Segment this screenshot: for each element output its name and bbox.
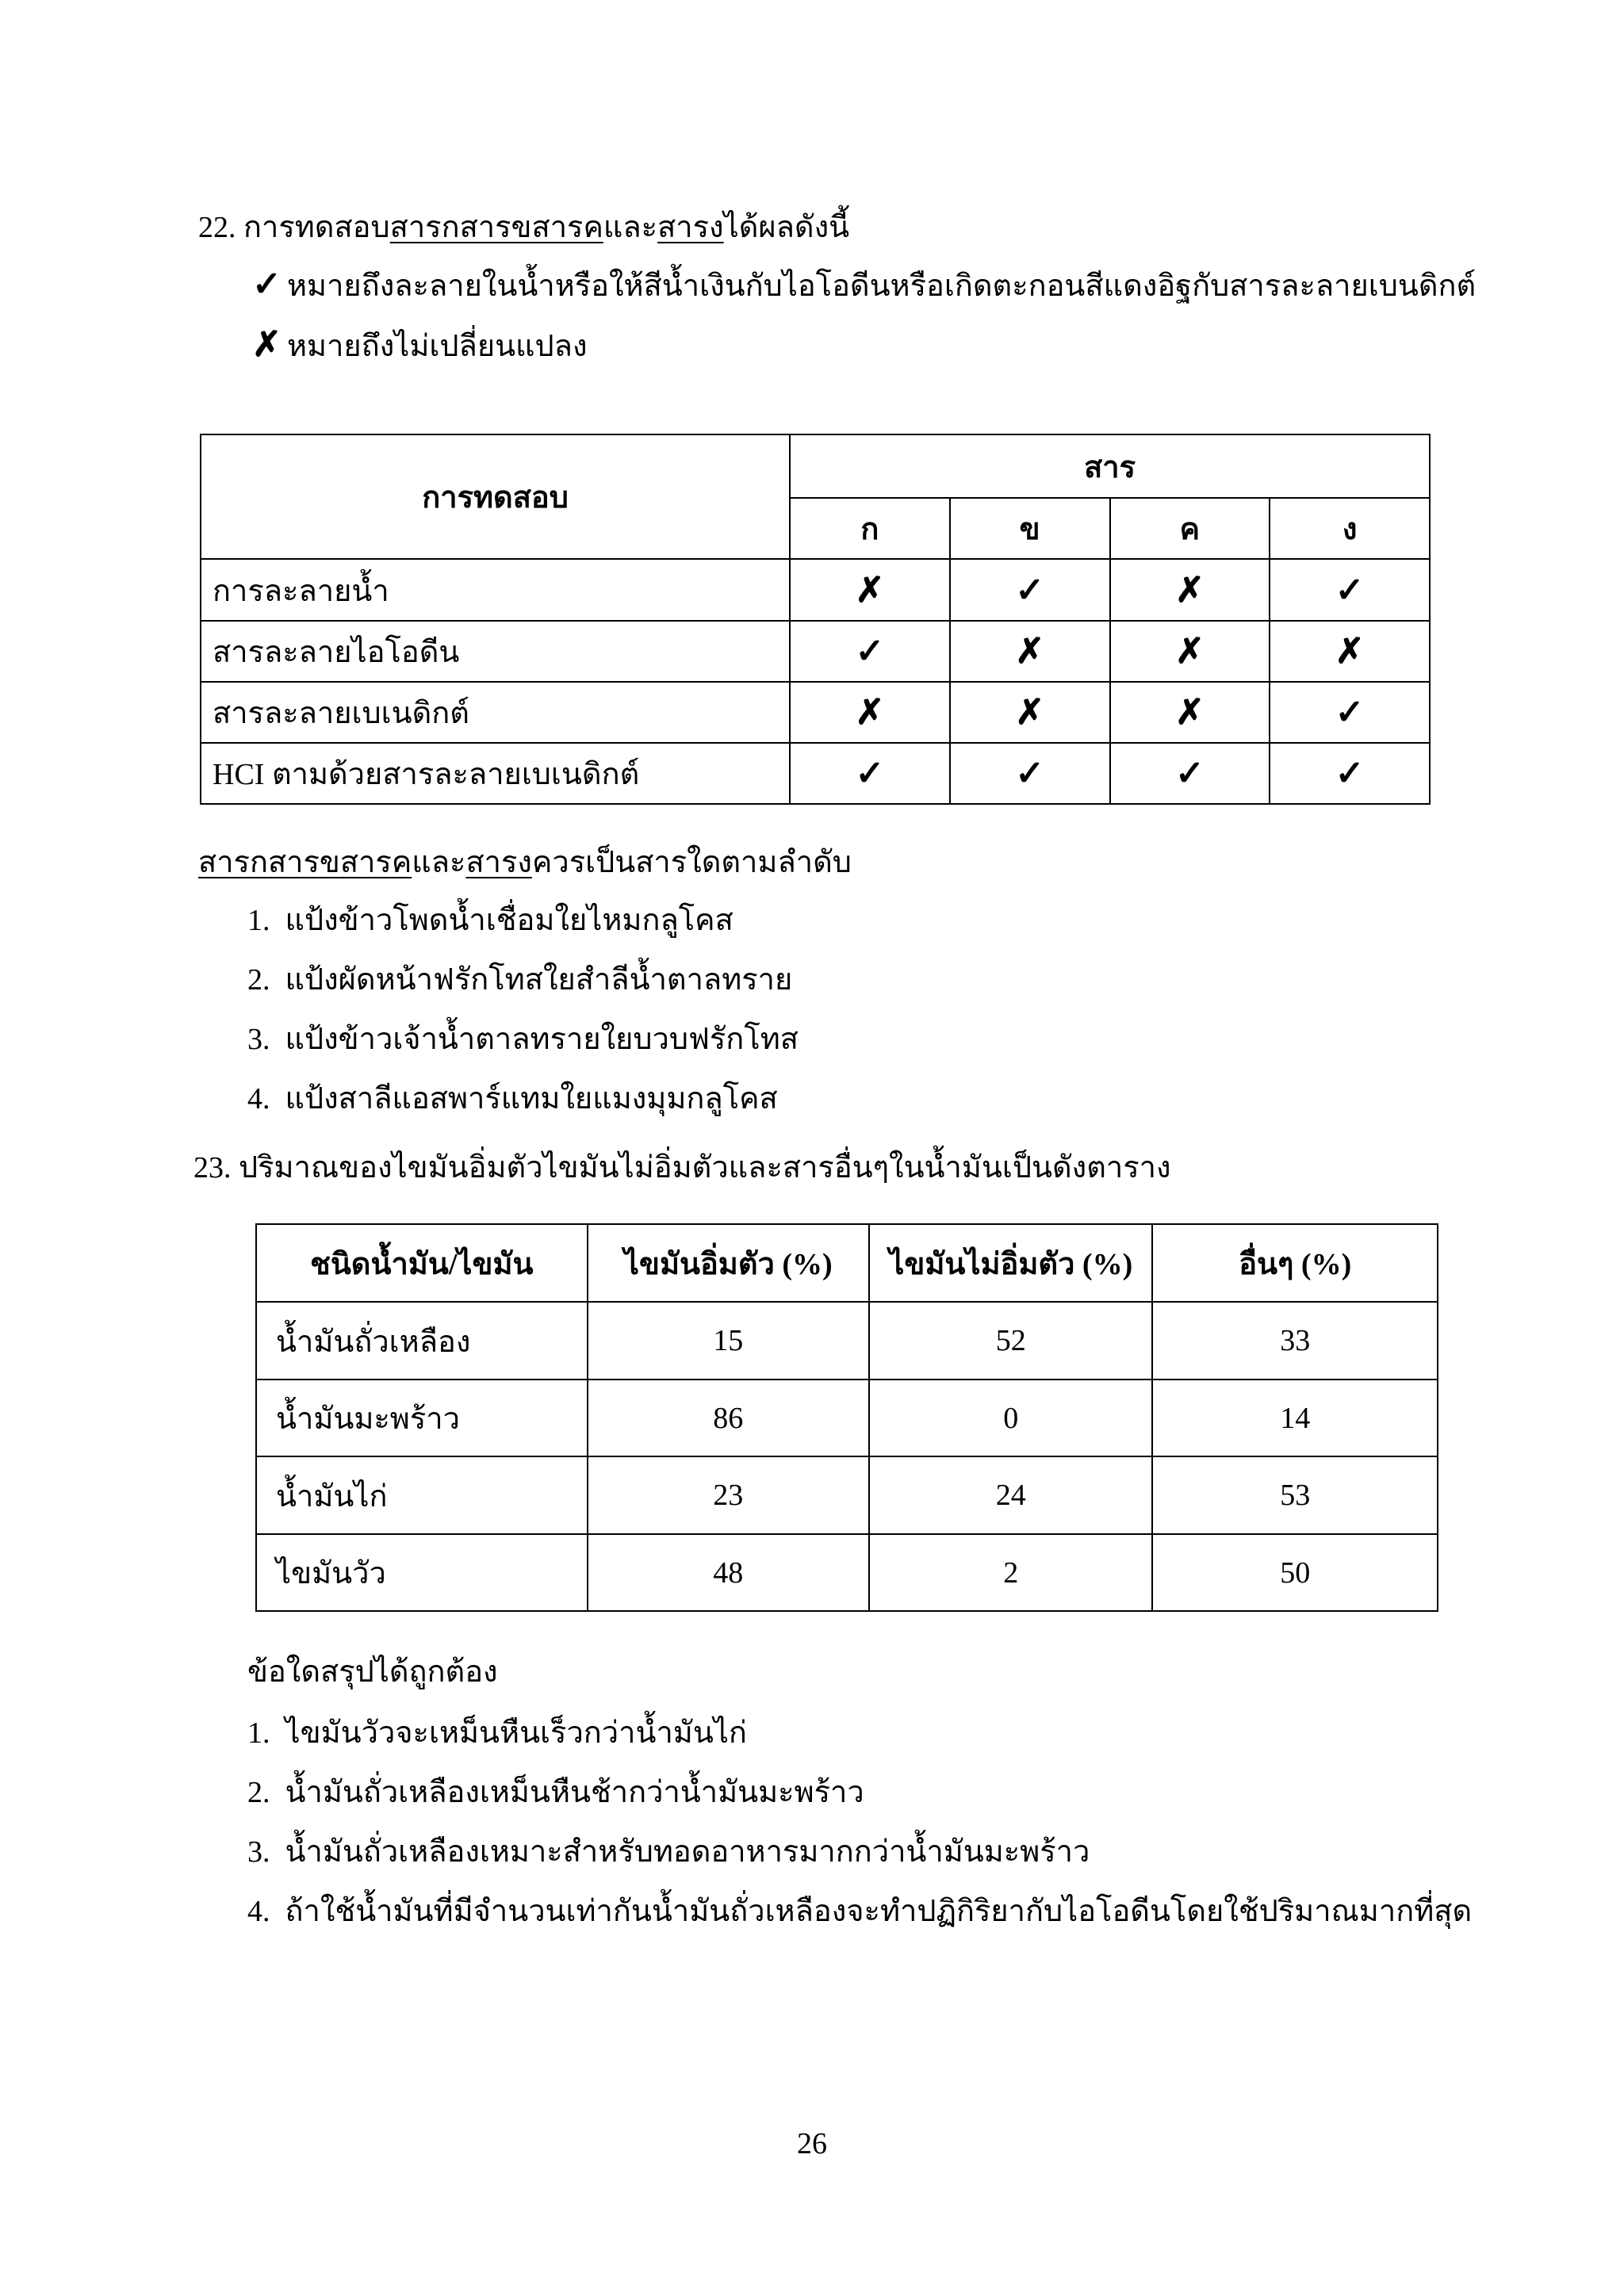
value-cell: 86	[588, 1380, 869, 1456]
value-cell: 23	[588, 1456, 869, 1534]
result-cell: ✓	[1270, 682, 1430, 743]
col-header: ง	[1270, 498, 1430, 559]
table-row	[256, 1456, 1438, 1534]
result-cell: ✓	[950, 743, 1110, 804]
value-cell: 2	[869, 1534, 1152, 1611]
q23-number: 23.	[193, 1151, 232, 1184]
col-header: ข	[950, 498, 1110, 559]
q23-option-1[interactable]: 1. ไขมันวัวจะเหม็นหืนเร็วกว่าน้ำมันไก่	[247, 1716, 747, 1750]
value-cell: 0	[869, 1380, 1152, 1456]
legend-cross: ✗ หมายถึงไม่เปลี่ยนแปลง	[252, 325, 588, 364]
q23-option-2[interactable]: 2. น้ำมันถั่วเหลืองเหม็นหืนช้ากว่าน้ำมันมะพร้าว	[247, 1776, 864, 1809]
row-label: ไขมันวัว	[256, 1534, 588, 1611]
table-row	[256, 1380, 1438, 1456]
q23-question: ข้อใดสรุปได้ถูกต้อง	[247, 1655, 498, 1689]
col-header: ก	[790, 498, 950, 559]
result-cell: ✗	[1110, 559, 1270, 621]
oil-fat-table	[255, 1223, 1438, 1612]
result-cell: ✓	[950, 559, 1110, 621]
q22-option-1[interactable]: 1. แป้งข้าวโพดน้ำเชื่อมใยไหมกลูโคส	[247, 904, 733, 937]
value-cell: 33	[1152, 1302, 1438, 1380]
cross-icon: ✗	[252, 325, 282, 364]
q23-option-3[interactable]: 3. น้ำมันถั่วเหลืองเหมาะสำหรับทอดอาหารมากกว่าน้ำมันมะพร้าว	[247, 1835, 1090, 1869]
table-row	[201, 743, 1430, 804]
result-cell: ✓	[1110, 743, 1270, 804]
header-saturated: ไขมันอิ่มตัว (%)	[588, 1224, 869, 1302]
value-cell: 50	[1152, 1534, 1438, 1611]
result-cell: ✗	[1110, 682, 1270, 743]
table-row	[256, 1302, 1438, 1380]
q22-question: สารกสารขสารคและสารงควรเป็นสารใดตามลำดับ	[198, 846, 852, 879]
legend-check: ✓ หมายถึงละลายในน้ำหรือให้สีน้ำเงินกับไอโอดีนหรือเกิดตะกอนสีแดงอิฐกับสารละลายเบนดิกต์	[252, 265, 1477, 304]
q23-option-4[interactable]: 4. ถ้าใช้น้ำมันที่มีจำนวนเท่ากันน้ำมันถั่วเหลืองจะทำปฏิกิริยากับไอโอดีนโดยใช้ปริมาณมากที่สุด	[247, 1895, 1473, 1928]
value-cell: 53	[1152, 1456, 1438, 1534]
col-header: ค	[1110, 498, 1270, 559]
result-cell: ✗	[950, 621, 1110, 682]
result-cell: ✗	[790, 559, 950, 621]
value-cell: 48	[588, 1534, 869, 1611]
table-row	[201, 682, 1430, 743]
table-row	[201, 621, 1430, 682]
row-label: สารละลายไอโอดีน	[201, 621, 790, 682]
q22-option-3[interactable]: 3. แป้งข้าวเจ้าน้ำตาลทรายใยบวบฟรักโทส	[247, 1023, 799, 1056]
result-cell: ✗	[1110, 621, 1270, 682]
value-cell: 15	[588, 1302, 869, 1380]
result-cell: ✗	[950, 682, 1110, 743]
row-label: น้ำมันมะพร้าว	[256, 1380, 588, 1456]
header-test: การทดสอบ	[201, 434, 790, 559]
row-label: การละลายน้ำ	[201, 559, 790, 621]
result-cell: ✓	[1270, 559, 1430, 621]
page-number: 26	[797, 2127, 827, 2160]
header-oil-type: ชนิดน้ำมัน/ไขมัน	[256, 1224, 588, 1302]
table-row	[201, 559, 1430, 621]
row-label: HCI ตามด้วยสารละลายเบเนดิกต์	[201, 743, 790, 804]
result-cell: ✓	[790, 621, 950, 682]
result-cell: ✗	[790, 682, 950, 743]
check-icon: ✓	[252, 265, 282, 304]
header-substance: สาร	[790, 434, 1430, 498]
q22-option-2[interactable]: 2. แป้งผัดหน้าฟรักโทสใยสำลีน้ำตาลทราย	[247, 963, 793, 997]
table-row	[256, 1534, 1438, 1611]
header-unsaturated: ไขมันไม่อิ่มตัว (%)	[869, 1224, 1152, 1302]
value-cell: 14	[1152, 1380, 1438, 1456]
result-cell: ✗	[1270, 621, 1430, 682]
value-cell: 52	[869, 1302, 1152, 1380]
q23-intro: 23. ปริมาณของไขมันอิ่มตัวไขมันไม่อิ่มตัวและสารอื่นๆในน้ำมันเป็นดังตาราง	[193, 1151, 1171, 1184]
row-label: สารละลายเบเนดิกต์	[201, 682, 790, 743]
q22-number: 22.	[198, 211, 236, 244]
test-results-table	[200, 434, 1431, 805]
result-cell: ✓	[1270, 743, 1430, 804]
value-cell: 24	[869, 1456, 1152, 1534]
q22-intro: 22. การทดสอบสารกสารขสารคและสารงได้ผลดังนี้	[198, 211, 850, 244]
row-label: น้ำมันไก่	[256, 1456, 588, 1534]
q22-option-4[interactable]: 4. แป้งสาลีแอสพาร์แทมใยแมงมุมกลูโคส	[247, 1082, 778, 1115]
result-cell: ✓	[790, 743, 950, 804]
row-label: น้ำมันถั่วเหลือง	[256, 1302, 588, 1380]
header-other: อื่นๆ (%)	[1152, 1224, 1438, 1302]
